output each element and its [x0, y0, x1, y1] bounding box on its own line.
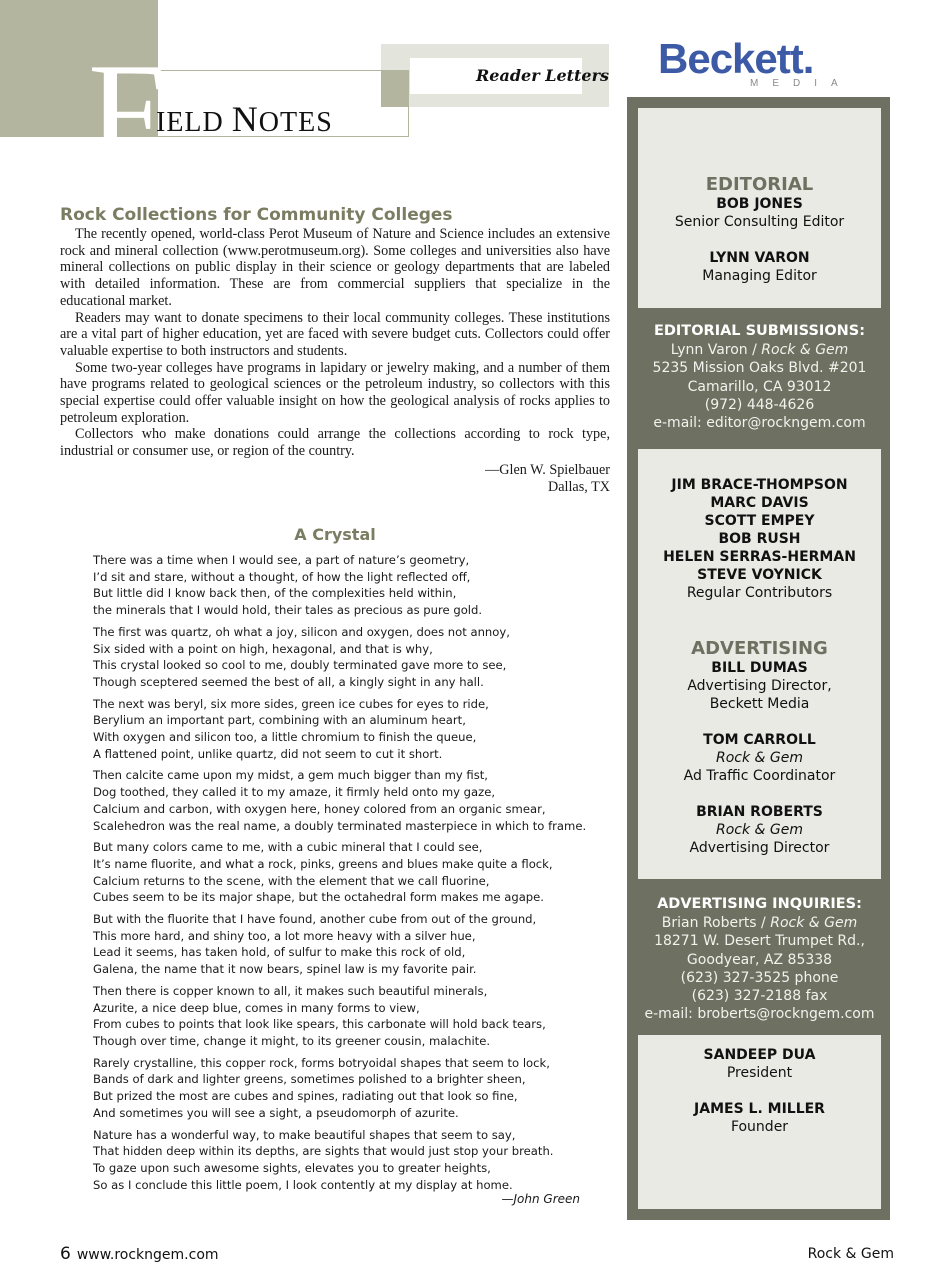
poem-stanza [93, 767, 593, 834]
poem-line: It’s name fluorite, and what a rock, pinks, greens and blues make quite a flock, [93, 856, 553, 871]
officer-role: Founder [730, 1119, 789, 1135]
poem-line: the minerals that I would hold, their tales as precious as pure gold. [93, 603, 483, 618]
poem-body [93, 552, 593, 1198]
staff-publication: Rock & Gem [715, 822, 803, 838]
page-title [156, 98, 333, 140]
article-title: Rock Collections for Community Colleges [60, 205, 453, 225]
poem-line: But many colors came to me, with a cubic mineral that I could see, [93, 840, 483, 855]
poem-stanza [93, 1127, 593, 1194]
poem-line: To gaze upon such awesome sights, elevates you to greater heights, [93, 1160, 491, 1175]
poem-line: Six sided with a point on high, hexagonal, and that is why, [93, 641, 433, 656]
contact-name: Lynn Varon / [670, 342, 762, 358]
staff-role: Beckett Media [709, 696, 810, 712]
staff-role: Managing Editor [702, 268, 817, 284]
address-line: Camarillo, CA 93012 [687, 378, 832, 395]
staff-name: BOB JONES [716, 196, 803, 212]
staff-name: LYNN VARON [709, 250, 810, 266]
poem-line: But with the fluorite that I have found, another cube from out of the ground, [93, 912, 537, 927]
article-paragraph: Collectors who make donations could arrange the collections according to rock type, industrial or consumer use, or region of the country. [60, 426, 610, 460]
address-line: 5235 Mission Oaks Blvd. #201 [652, 360, 867, 377]
letter-article [60, 205, 610, 496]
staff-role: Senior Consulting Editor [674, 214, 845, 230]
section-tag-notch [381, 70, 409, 107]
submissions-heading: EDITORIAL SUBMISSIONS: [653, 323, 866, 339]
staff-publication: Rock & Gem [715, 750, 803, 766]
inquiries-contact [638, 914, 881, 932]
poem-line: Scalehedron was the real name, a doubly terminated masterpiece in which to frame. [93, 818, 587, 833]
contributors-section [638, 476, 881, 602]
poem-stanza [93, 1055, 593, 1122]
footer-magazine-name: Rock & Gem [807, 1246, 894, 1262]
poem-line: There was a time when I would see, a part of nature’s geometry, [93, 553, 470, 567]
contributors-role: Regular Contributors [686, 585, 833, 601]
poem-line: Azurite, a nice deep blue, comes in many forms to view, [93, 1000, 420, 1015]
poem-line: So as I conclude this little poem, I look contently at my display at home. [93, 1177, 513, 1192]
poem-line: But prized the most are cubes and spines, radiating out that look so fine, [93, 1089, 518, 1104]
contributor-name: JIM BRACE-THOMPSON [671, 477, 848, 493]
footer-url: www.rockngem.com [76, 1247, 219, 1263]
poem-line: Bands of dark and lighter greens, sometimes polished to a brighter sheen, [93, 1072, 526, 1087]
inquiries-heading: ADVERTISING INQUIRIES: [657, 896, 862, 912]
poem-stanza [93, 839, 593, 906]
officer-name: JAMES L. MILLER [694, 1101, 825, 1117]
article-location: Dallas, TX [548, 478, 610, 495]
poem-title: A Crystal [294, 525, 376, 544]
poem-line: That hidden deep within its depths, are sights that would just stop your breath. [93, 1144, 554, 1159]
beckett-media-logo [658, 35, 860, 90]
advertising-section [638, 638, 881, 857]
staff-role: Ad Traffic Coordinator [683, 768, 836, 784]
staff-role: Advertising Director, [687, 678, 832, 694]
email-address: e-mail: editor@rockngem.com [653, 415, 866, 432]
poem-stanza [93, 911, 593, 978]
poem-line: Nature has a wonderful way, to make beautiful shapes that seem to say, [93, 1127, 516, 1142]
poem-line: Lead it seems, has taken hold, of sulfur to make this rock of old, [93, 945, 466, 960]
poem-line: This crystal looked so cool to me, doubly terminated gave more to see, [93, 658, 507, 673]
article-paragraph: The recently opened, world-class Perot Museum of Nature and Science includes an extensive rock and mineral collection (www.perotmuseum.org). Some colleges and universities also have mineral collections on public display in their science or geology departments that are labeled with detailed information. These are from commercial suppliers that specialize in the educational market. [60, 226, 610, 309]
poem-line: Dog toothed, they called it to my amaze, it firmly held onto my gaze, [93, 785, 496, 800]
logo-subtitle: MEDIA [750, 78, 852, 89]
contributor-name: SCOTT EMPEY [704, 513, 815, 529]
poem-line: From cubes to points that look like spears, this carbonate will hold back tears, [93, 1017, 546, 1032]
submissions-contact [638, 341, 881, 359]
officer-role: President [726, 1065, 793, 1081]
poem-line: Then calcite came upon my midst, a gem much bigger than my fist, [93, 768, 488, 783]
staff-name: TOM CARROLL [703, 732, 816, 748]
poem-line: This more hard, and shiny too, a lot more heavy with a silver hue, [93, 928, 476, 943]
staff-role: Advertising Director [689, 840, 830, 856]
email-address: e-mail: broberts@rockngem.com [644, 1006, 875, 1023]
advertising-heading: ADVERTISING [691, 638, 828, 659]
logo-wordmark: Beckett. [658, 35, 814, 82]
poem-line: Rarely crystalline, this copper rock, forms botryoidal shapes that seem to lock, [93, 1055, 550, 1070]
staff-name: BILL DUMAS [711, 660, 808, 676]
article-paragraph: Some two-year colleges have programs in lapidary or jewelry making, and a number of them have programs related to geological sciences or the petroleum industry, so collectors with this special expertise could offer valuable insight on how the geological analysis of rocks applies to petroleum exploration. [60, 359, 610, 426]
inquiries-section [638, 895, 881, 1024]
editorial-section [638, 174, 881, 285]
page-number: 6 [60, 1244, 71, 1264]
contributor-name: STEVE VOYNICK [697, 567, 822, 583]
poem-line: Calcium returns to the scene, with the element that we call fluorine, [93, 873, 490, 888]
title-part-3: OTES [258, 107, 333, 138]
poem-stanza [93, 983, 593, 1050]
poem-stanza [93, 696, 593, 763]
poem-line: But little did I know back then, of the complexities held within, [93, 586, 457, 601]
poem-author: —John Green [501, 1192, 580, 1206]
title-drop-letter: F [88, 35, 166, 190]
poem-line: With oxygen and silicon too, a little chromium to finish the queue, [93, 730, 477, 745]
poem-stanza [93, 624, 593, 691]
contact-publication: Rock & Gem [761, 342, 849, 358]
submissions-section [638, 322, 881, 432]
title-part-1: IELD [156, 107, 232, 138]
poem-line: And sometimes you will see a sight, a pseudomorph of azurite. [93, 1105, 459, 1120]
poem-stanza [93, 552, 593, 619]
address-line: 18271 W. Desert Trumpet Rd., [654, 933, 865, 950]
article-signature [60, 462, 610, 496]
poem-line: Galena, the name that it now bears, spinel law is my favorite pair. [93, 962, 477, 977]
article-author: —Glen W. Spielbauer [485, 461, 610, 478]
contributor-name: HELEN SERRAS-HERMAN [663, 549, 856, 565]
contact-publication: Rock & Gem [770, 915, 858, 931]
officers-section [638, 1046, 881, 1136]
footer-left [60, 1244, 219, 1264]
poem-line: Cubes seem to be its major shape, but the octahedral form makes me agape. [93, 890, 544, 905]
poem-line: Berylium an important part, combining with an aluminum heart, [93, 713, 466, 728]
officer-name: SANDEEP DUA [703, 1047, 816, 1063]
editorial-heading: EDITORIAL [705, 174, 814, 195]
poem-line: Calcium and carbon, with oxygen here, honey colored from an organic smear, [93, 801, 546, 816]
phone-number: (623) 327-3525 phone [680, 969, 839, 986]
poem-line: I’d sit and stare, without a thought, of how the light reflected off, [93, 569, 471, 584]
poem-line: Then there is copper known to all, it makes such beautiful minerals, [93, 983, 488, 998]
staff-name: BRIAN ROBERTS [696, 804, 823, 820]
address-line: Goodyear, AZ 85338 [686, 951, 833, 968]
article-paragraph: Readers may want to donate specimens to their local community colleges. These institutions are a vital part of higher education, yet are faced with severe budget cuts. Collectors could offer valuable expertise to both instructors and students. [60, 309, 610, 359]
fax-number: (623) 327-2188 fax [691, 988, 828, 1005]
poem-line: Though sceptered seemed the best of all, a kingly sight in any hall. [93, 674, 484, 689]
title-part-2: N [231, 99, 259, 139]
phone-number: (972) 448-4626 [704, 396, 815, 413]
contributor-name: BOB RUSH [718, 531, 801, 547]
poem-line: The first was quartz, oh what a joy, silicon and oxygen, does not annoy, [93, 624, 510, 639]
section-tag: Reader Letters [476, 66, 610, 85]
poem-line: The next was beryl, six more sides, green ice cubes for eyes to ride, [93, 696, 489, 711]
contributor-name: MARC DAVIS [710, 495, 809, 511]
contact-name: Brian Roberts / [661, 915, 771, 931]
poem-line: A flattened point, unlike quartz, did not seem to cut it short. [93, 746, 443, 761]
poem-line: Though over time, change it might, to its greener cousin, malachite. [93, 1033, 491, 1048]
